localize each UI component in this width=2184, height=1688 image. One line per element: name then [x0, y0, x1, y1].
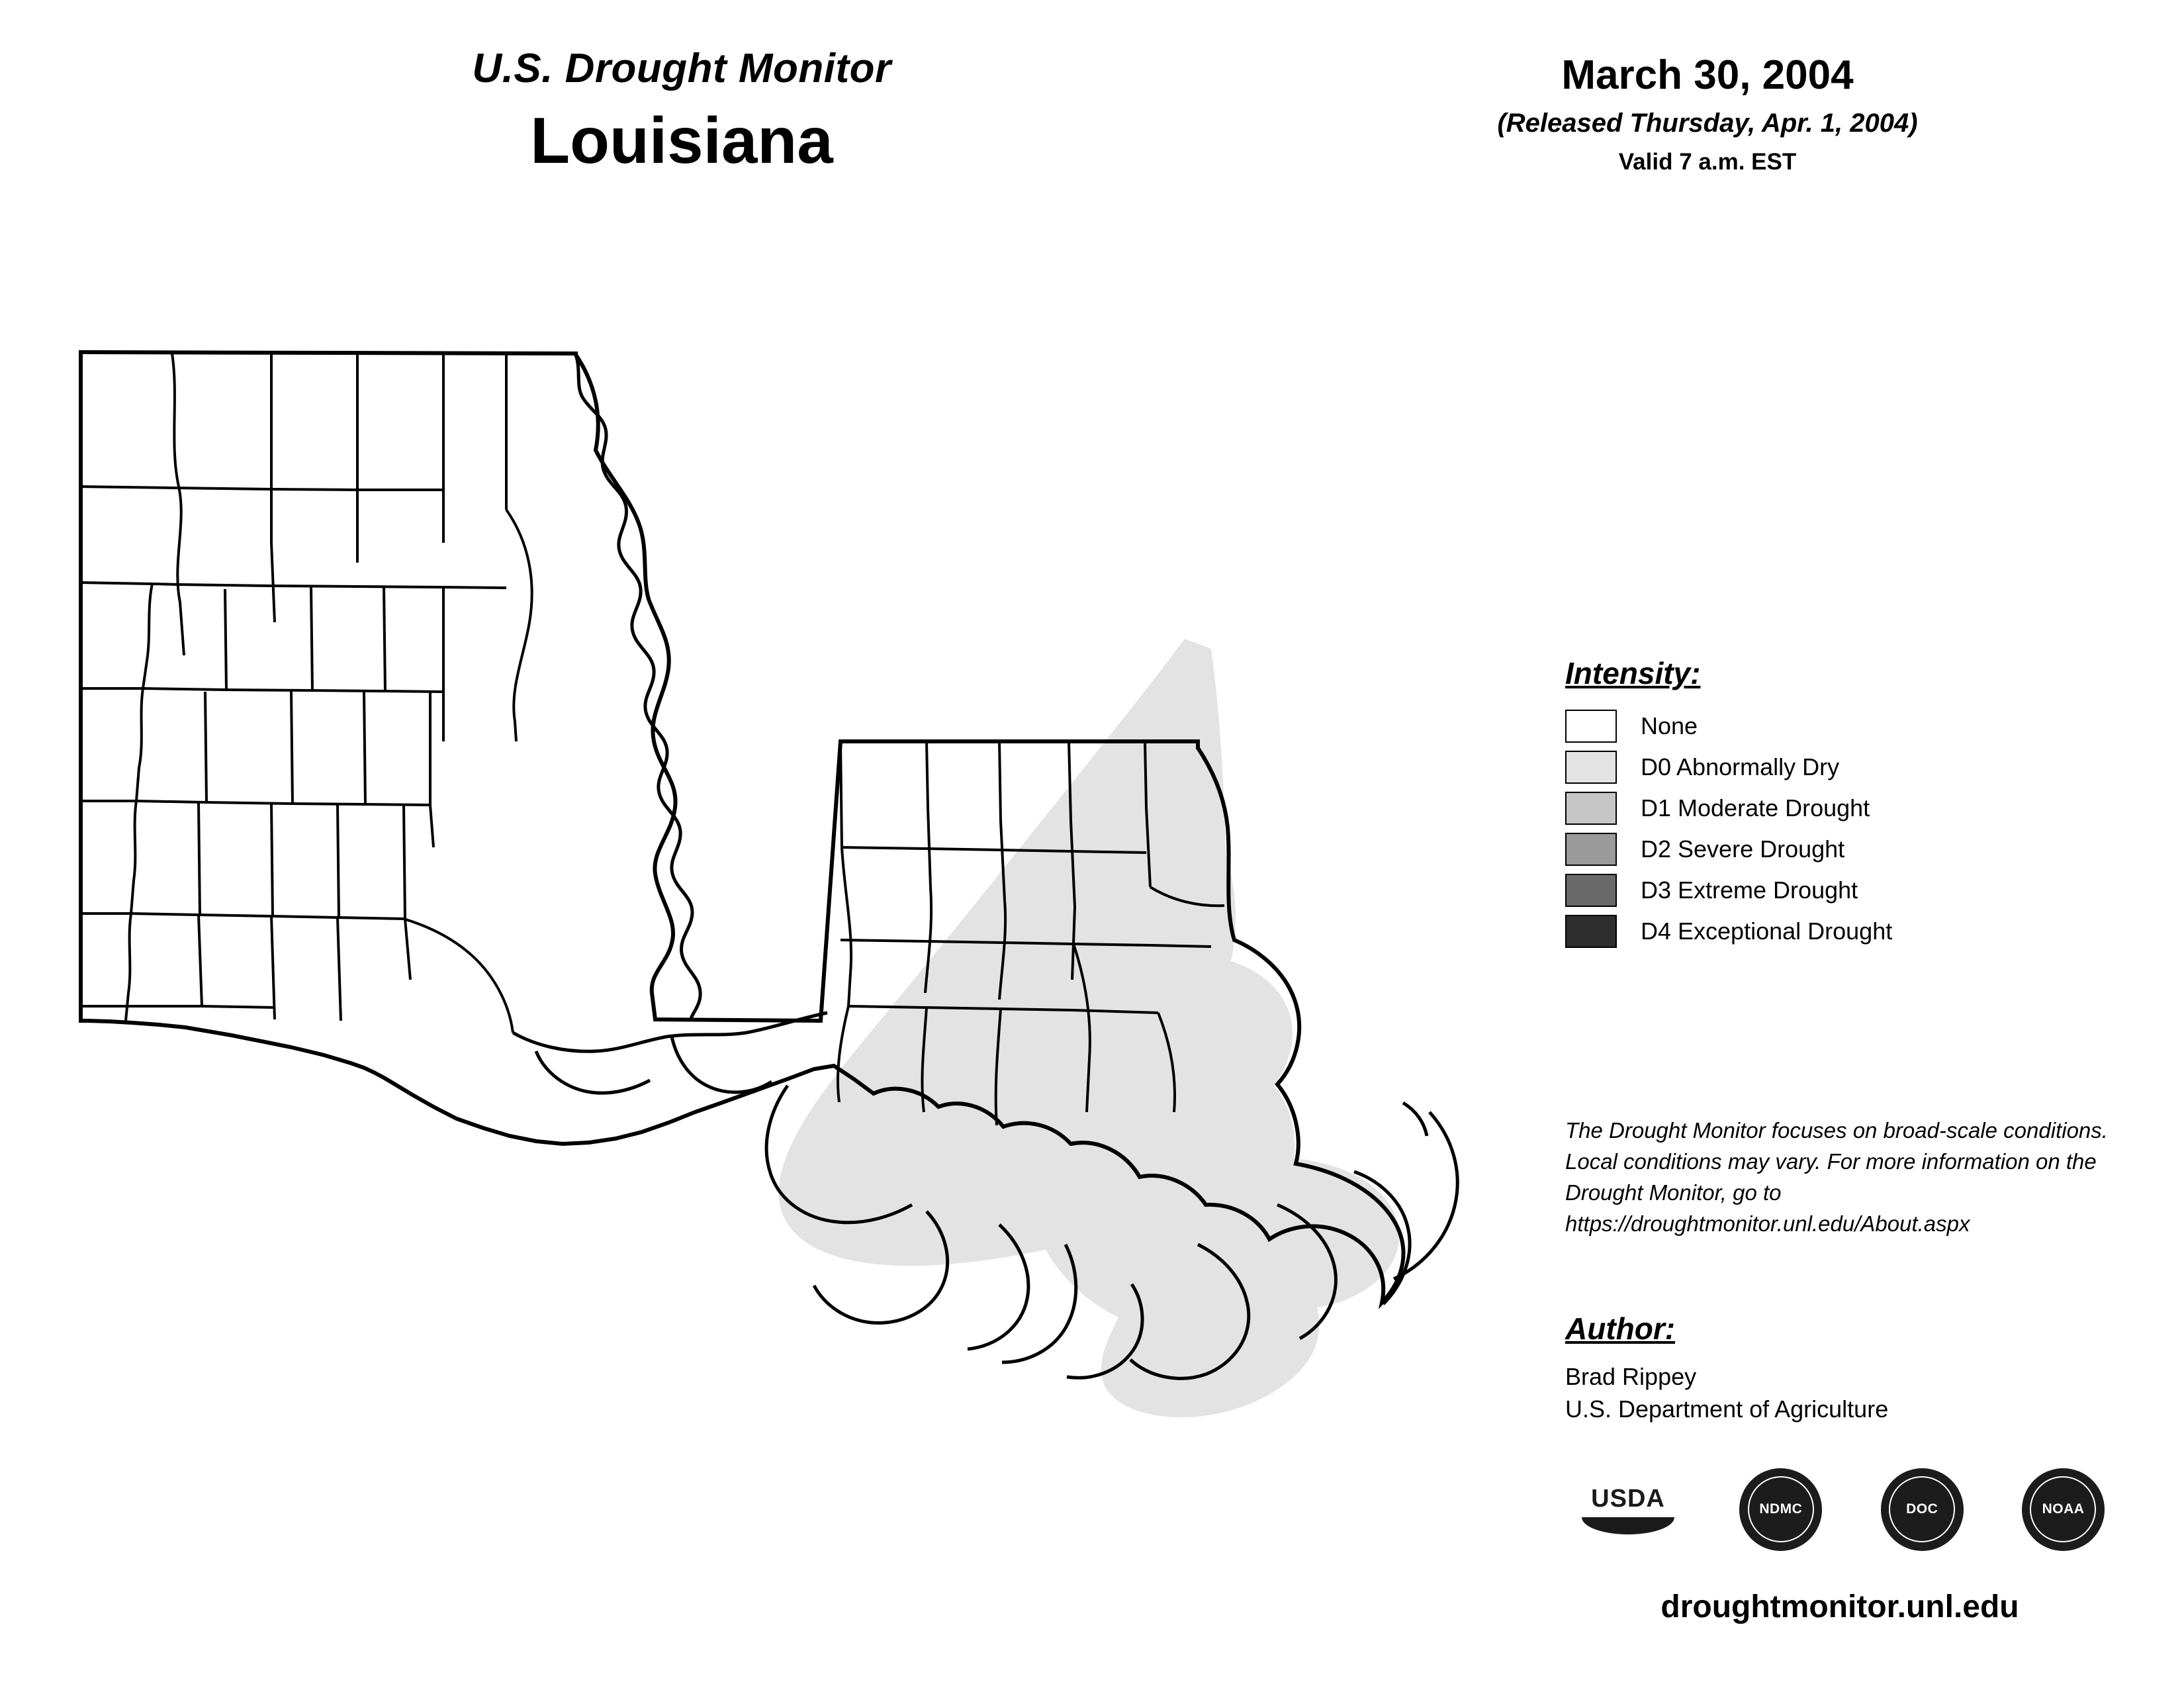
legend-title: Intensity: — [1565, 656, 1701, 690]
usdc-logo-text: DOC — [1889, 1476, 1955, 1542]
author-block — [1565, 1311, 2115, 1425]
ndmc-logo — [1739, 1468, 1822, 1551]
legend — [1565, 655, 2068, 952]
legend-swatch-d1 — [1565, 792, 1617, 825]
header-title-block — [318, 46, 1046, 178]
disclaimer-text: The Drought Monitor focuses on broad-scale conditions. Local conditions may vary. For more information on the Drought Monitor, go to https://droughtmonitor.unl.edu/About.aspx — [1565, 1118, 2108, 1236]
header-date-block — [1410, 53, 2005, 175]
legend-item-d4 — [1565, 911, 2068, 952]
ndmc-logo-text: NDMC — [1748, 1476, 1814, 1542]
legend-item-d3 — [1565, 870, 2068, 911]
site-url[interactable]: droughtmonitor.unl.edu — [1661, 1589, 2019, 1624]
legend-label-d0: D0 Abnormally Dry — [1641, 753, 1840, 780]
usda-logo — [1575, 1473, 1681, 1546]
noaa-logo-text: NOAA — [2030, 1476, 2096, 1542]
map-valid-time: Valid 7 a.m. EST — [1618, 149, 1797, 175]
legend-item-d1 — [1565, 788, 2068, 829]
noaa-logo — [2022, 1468, 2105, 1551]
legend-label-d3: D3 Extreme Drought — [1641, 876, 1858, 904]
legend-item-none — [1565, 706, 2068, 747]
usda-swoosh-icon — [1582, 1517, 1674, 1534]
map-date: March 30, 2004 — [1561, 52, 1854, 98]
legend-label-d2: D2 Severe Drought — [1641, 835, 1845, 863]
legend-label-d1: D1 Moderate Drought — [1641, 794, 1870, 821]
usdc-logo — [1881, 1468, 1964, 1551]
author-name: Brad Rippey — [1565, 1363, 1697, 1390]
legend-label-d4: D4 Exceptional Drought — [1641, 917, 1893, 945]
legend-swatch-d0 — [1565, 751, 1617, 784]
legend-label-none: None — [1641, 712, 1698, 739]
author-title: Author: — [1565, 1311, 1676, 1346]
author-organization: U.S. Department of Agriculture — [1565, 1395, 1889, 1423]
legend-swatch-d3 — [1565, 874, 1617, 907]
logo-row — [1575, 1460, 2105, 1559]
legend-swatch-none — [1565, 710, 1617, 743]
usda-logo-text: USDA — [1591, 1484, 1665, 1513]
map-release-date: (Released Thursday, Apr. 1, 2004) — [1497, 109, 1918, 138]
page-title: U.S. Drought Monitor — [472, 46, 891, 91]
legend-swatch-d4 — [1565, 915, 1617, 948]
state-title: Louisiana — [530, 104, 833, 177]
legend-item-d0 — [1565, 747, 2068, 788]
legend-swatch-d2 — [1565, 833, 1617, 866]
louisiana-drought-map — [73, 344, 1482, 1602]
legend-item-d2 — [1565, 829, 2068, 870]
